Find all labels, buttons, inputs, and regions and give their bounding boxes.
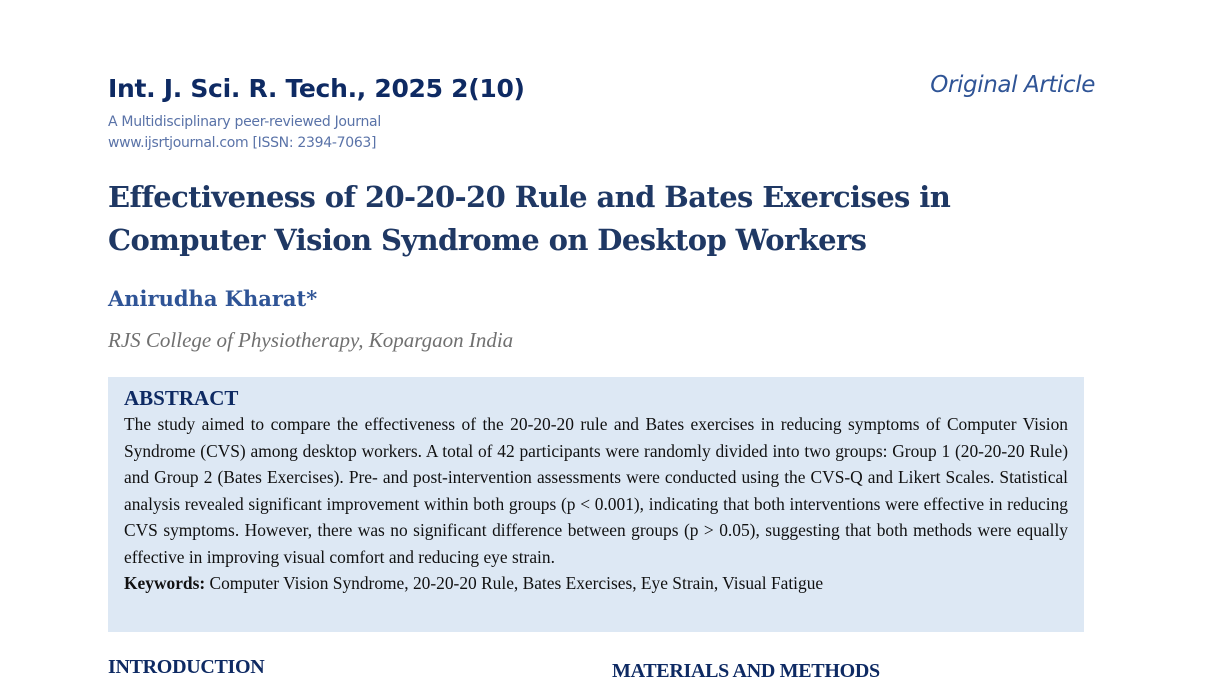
author-name: Anirudha Kharat* (108, 286, 318, 311)
section-heading-introduction: INTRODUCTION (108, 656, 265, 678)
journal-citation: Int. J. Sci. R. Tech., 2025 2(10) (108, 74, 525, 103)
abstract-text: The study aimed to compare the effectiveness of the 20-20-20 rule and Bates exercises in reducing symptoms of Computer Vision Syndrome (CVS) among desktop workers. A total of 42 participants were randomly divided into two groups: Group 1 (20-20-20 Rule) and Group 2 (Bates Exercises). Pre- and post-intervention assessments were conducted using the CVS-Q and Likert Scales. Statistical analysis revealed significant improvement within both groups (p < 0.001), indicating that both interventions were effective in reducing CVS symptoms. However, there was no significant difference between groups (p > 0.05), suggesting that both methods were equally effective in improving visual comfort and reducing eye strain. (124, 414, 1068, 567)
abstract-heading: ABSTRACT (124, 386, 239, 410)
abstract-box (108, 377, 1084, 632)
journal-website-issn: www.ijsrtjournal.com [ISSN: 2394-7063] (108, 135, 377, 151)
paper-title: Effectiveness of 20-20-20 Rule and Bates Exercises in Computer Vision Syndrome on Desktop Workers (108, 180, 951, 257)
author-affiliation: RJS College of Physiotherapy, Kopargaon India (108, 328, 514, 352)
keywords-line (124, 570, 1068, 596)
journal-tagline: A Multidisciplinary peer-reviewed Journal (108, 114, 381, 130)
keywords-label: Keywords: (124, 573, 206, 593)
article-type-label: Original Article (930, 72, 1095, 98)
section-heading-materials-methods: MATERIALS AND METHODS (612, 660, 880, 682)
keywords-list: Computer Vision Syndrome, 20-20-20 Rule, Bates Exercises, Eye Strain, Visual Fatigue (209, 573, 824, 593)
